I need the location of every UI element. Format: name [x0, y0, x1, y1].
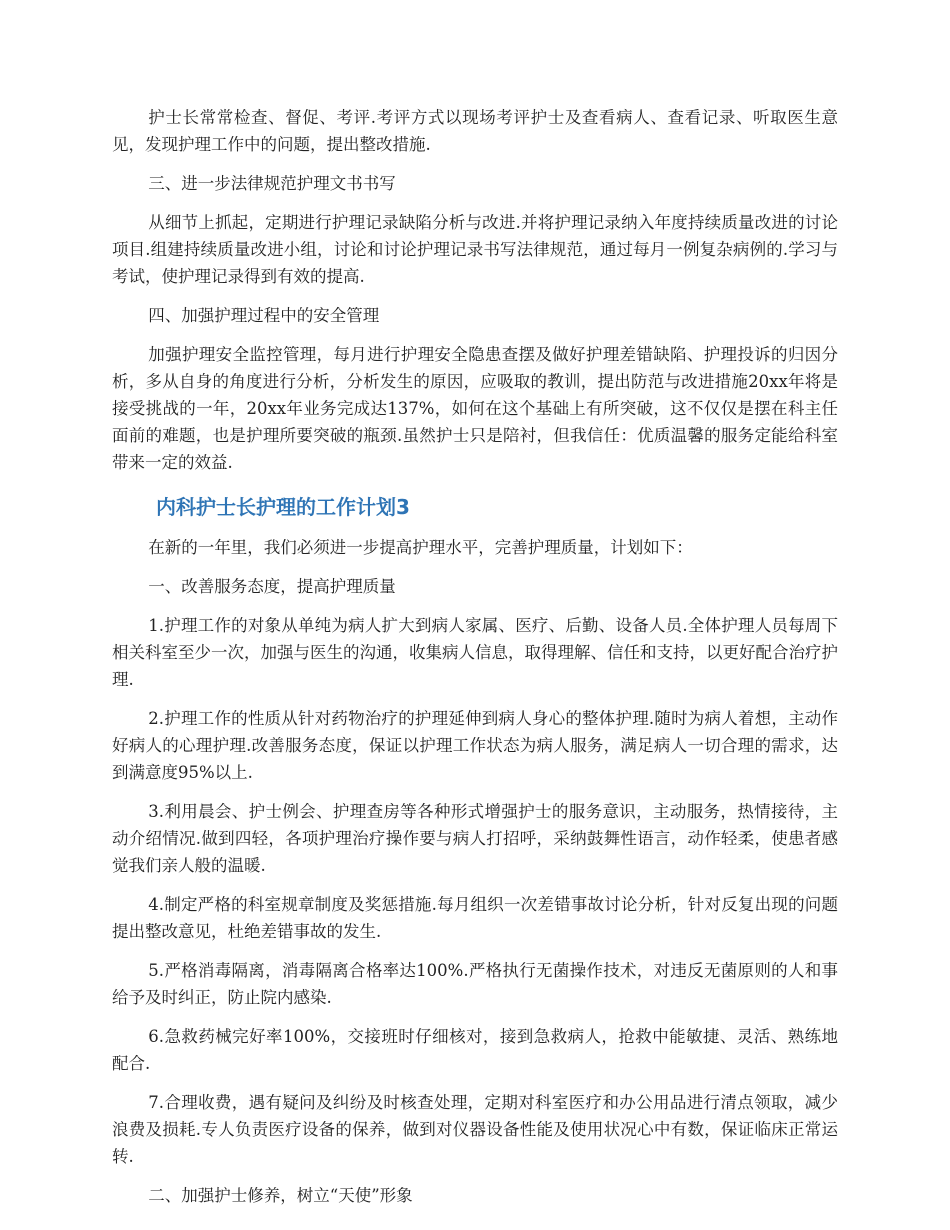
- document-body: [112, 104, 838, 1221]
- paragraph: 1.护理工作的对象从单纯为病人扩大到病人家属、医疗、后勤、设备人员.全体护理人员每周下相关科室至少一次，加强与医生的沟通，收集病人信息，取得理解、信任和支持，以更好配合治疗护理.: [112, 616, 838, 689]
- section-heading: 二、加强护士修养，树立“天使”形象: [148, 1186, 413, 1205]
- paragraph: 2.护理工作的性质从针对药物治疗的护理延伸到病人身心的整体护理.随时为病人着想，主动作好病人的心理护理.改善服务态度，保证以护理工作状态为病人服务，满足病人一切合理的需求，达到满意度95%以上.: [112, 709, 838, 782]
- paragraph: 7.合理收费，遇有疑问及纠纷及时核查处理，定期对科室医疗和办公用品进行清点领取，减少浪费及损耗.专人负责医疗设备的保养，做到对仪器设备性能及使用状况心中有数，保证临床正常运转.: [112, 1093, 838, 1166]
- paragraph: 5.严格消毒隔离，消毒隔离合格率达100%.严格执行无菌操作技术，对违反无菌原则的人和事给予及时纠正，防止院内感染.: [112, 961, 838, 1007]
- section-heading: 三、进一步法律规范护理文书书写: [148, 174, 396, 193]
- paragraph: 3.利用晨会、护士例会、护理查房等各种形式增强护士的服务意识，主动服务，热情接待，主动介绍情况.做到四轻，各项护理治疗操作要与病人打招呼，采纳鼓舞性语言，动作轻柔，使患者感觉我们亲人般的温暖.: [112, 802, 838, 875]
- paragraph: 在新的一年里，我们必须进一步提高护理水平，完善护理质量，计划如下：: [148, 538, 693, 557]
- section-heading: 一、改善服务态度，提高护理质量: [148, 577, 396, 596]
- paragraph: 从细节上抓起，定期进行护理记录缺陷分析与改进.并将护理记录纳入年度持续质量改进的讨论项目.组建持续质量改进小组，讨论和讨论护理记录书写法律规范，通过每月一例复杂病例的.学习与考试，使护理记录得到有效的提高.: [112, 213, 838, 286]
- paragraph: 6.急救药械完好率100%，交接班时仔细核对，接到急救病人，抢救中能敏捷、灵活、熟练地配合.: [112, 1027, 838, 1073]
- paragraph: 4.制定严格的科室规章制度及奖惩措施.每月组织一次差错事故讨论分析，针对反复出现的问题提出整改意见，杜绝差错事故的发生.: [112, 895, 838, 941]
- paragraph: 加强护理安全监控管理，每月进行护理安全隐患查摆及做好护理差错缺陷、护理投诉的归因分析，多从自身的角度进行分析，分析发生的原因，应吸取的教训，提出防范与改进措施20xx年将是接受挑战的一年，20xx年业务完成达137%，如何在这个基础上有所突破，这不仅仅是摆在科主任面前的难题，也是护理所要突破的瓶颈.虽然护士只是陪衬，但我信任：优质温馨的服务定能给科室带来一定的效益.: [112, 345, 838, 472]
- document-title: 内科护士长护理的工作计划3: [156, 495, 410, 519]
- paragraph: 护士长常常检查、督促、考评.考评方式以现场考评护士及查看病人、查看记录、听取医生意见，发现护理工作中的问题，提出整改措施.: [112, 108, 838, 154]
- section-heading: 四、加强护理过程中的安全管理: [148, 306, 380, 325]
